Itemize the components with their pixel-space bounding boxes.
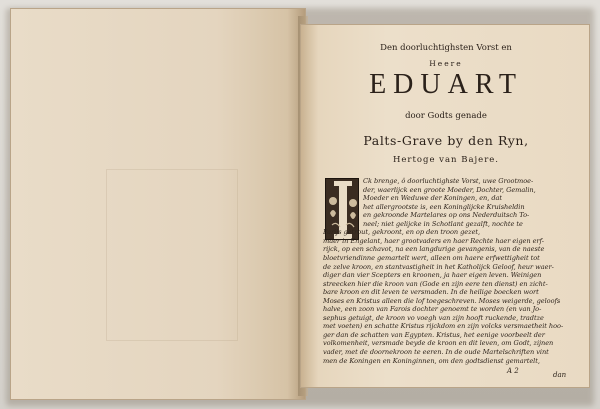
body-line: der, waerlijck een groote Moeder, Dochter, Gemalin, bbox=[363, 185, 536, 194]
dedication-line-6: Hertoge van Bajere. bbox=[392, 155, 500, 165]
dedication-line-4: door Godts genade bbox=[405, 111, 487, 121]
body-line: neel; niet gelijcke in Schotlant gezalft, nochte te bbox=[363, 219, 523, 228]
dedication-name: EDUART bbox=[369, 69, 523, 100]
body-line: Moeder en Weduwe der Koningen, en, dat bbox=[363, 194, 502, 203]
body-line: rijck, op een schavot, na een langdurige gevangenis, van de naeste bbox=[323, 245, 545, 254]
left-page-blank bbox=[10, 8, 306, 400]
body-line: maer in Engelant, haer grootvaders en haer Rechte haer eigen erf- bbox=[323, 236, 544, 245]
show-through-stain bbox=[106, 169, 238, 341]
body-line: volkomenheit, versmade beyde de kroon en dit leven, om Godt, zijnen bbox=[323, 339, 554, 348]
catchword: dan bbox=[553, 371, 567, 379]
body-line: bloetvriendinne gemartelt wert, alleen om haere erfwettigheit tot bbox=[323, 253, 540, 262]
dedication-line-1: Den doorluchtighsten Vorst en bbox=[380, 43, 512, 53]
body-line: streecken hier die kroon van (Gode en zijn eere ten dienst) en zicht- bbox=[323, 279, 548, 288]
dedication-line-2: Heere bbox=[429, 59, 463, 68]
body-line: Parijs getrout, gekroont, en op den troon gezet, bbox=[323, 228, 481, 237]
body-line: het allergrootste is, een Koninglijcke Kruisheldin bbox=[363, 202, 525, 211]
signature-mark: A 2 bbox=[507, 367, 519, 375]
body-line: bare kroon en dit leven te versmaden. In de heilige boecken wort bbox=[323, 288, 539, 297]
right-page bbox=[300, 24, 590, 388]
body-line: Moses en Kristus alleen die lof toegeschreven. Moses weigerde, geloofs bbox=[323, 296, 561, 305]
body-line: ger dan de schatten van Egypten. Kristus, het eenige voorbeelt der bbox=[323, 330, 545, 339]
dedication-line-5: Palts-Grave by den Ryn, bbox=[363, 133, 529, 148]
body-line: en gekroonde Martelares op ons Nederduitsch To- bbox=[363, 211, 530, 220]
body-line: vader, met de doornekroon te eeren. In de oude Martelschriften vint bbox=[323, 348, 549, 356]
body-line: Ck brenge, ô doorluchtighste Vorst, uwe Grootmoe- bbox=[363, 177, 534, 185]
body-line: met voeten) en schatte Kristus rijckdom en zijn volcks versmaetheit hoo- bbox=[323, 322, 564, 331]
body-line: men de Koningen en Koninginnen, om den godtsdienst gemartelt, bbox=[323, 356, 540, 365]
body-line: halve, een zoon van Farois dochter genoemt te worden (en van Jo- bbox=[323, 305, 542, 314]
body-line: sephus getuigt, de kroon vo voegh van zijn hooft ruckende, tradtze bbox=[323, 313, 544, 322]
body-line: de zelve kroon, en stantvastigheit in het Katholijck Geloof, heur waer- bbox=[323, 262, 554, 271]
body-line: diger dan vier Scepters en kroonen, ja haer eigen leven. Weinigen bbox=[323, 271, 542, 280]
